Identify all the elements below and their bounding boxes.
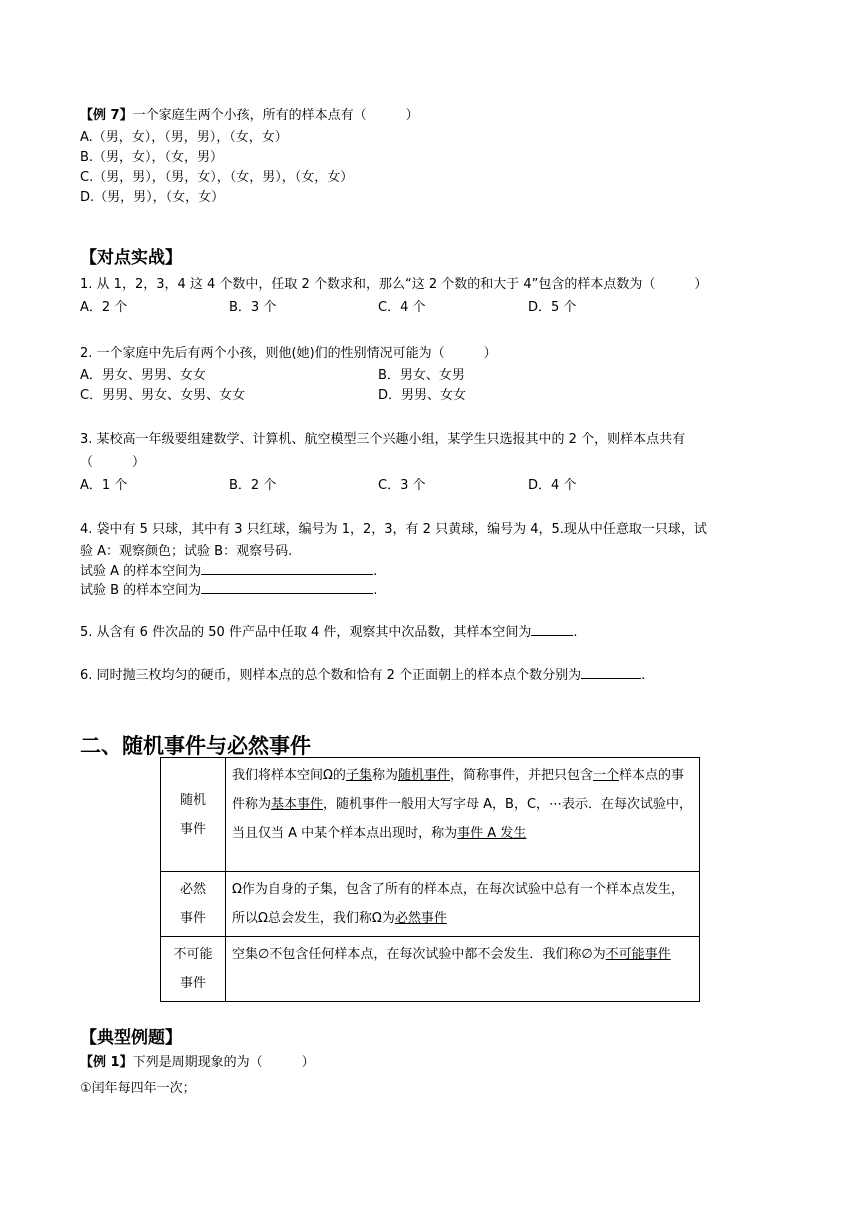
table-row-certain-event xyxy=(161,872,700,937)
q3-stem: 3. 某校高一年级要组建数学、计算机、航空模型三个兴趣小组，某学生只选报其中的 2 个，则样本点共有 xyxy=(80,432,686,447)
typical-heading: 【典型例题】 xyxy=(80,1028,182,1048)
q5-stem: 5. 从含有 6 件次品的 50 件产品中任取 4 件，观察其中次品数，其样本空间为 xyxy=(80,625,532,640)
random-event-label-line1: 随机 xyxy=(179,792,206,808)
typical-example1-item1: ①闰年每四年一次； xyxy=(80,1081,196,1096)
example7-stem: 一个家庭生两个小孩，所有的样本点有（ ） xyxy=(132,108,419,123)
table-row-impossible-event xyxy=(161,937,700,1002)
definition-text: 空集∅不包含任何样本点，在每次试验中都不会发生．我们称∅为 xyxy=(232,947,606,962)
example7-option-b: B.（男，女），（女，男） xyxy=(80,150,224,165)
q2-option-b: B．男女、女男 xyxy=(378,368,465,383)
underlined-term: 基本事件 xyxy=(271,797,324,812)
random-event-label xyxy=(161,758,226,872)
certain-event-label-line2: 事件 xyxy=(179,911,206,926)
example7-line xyxy=(80,107,419,125)
typical-example1-tag: 【例 1】 xyxy=(80,1055,133,1070)
q2-option-d: D．男男、女女 xyxy=(378,388,467,403)
q3-option-d: D．4 个 xyxy=(528,478,577,493)
rich-text xyxy=(232,947,671,962)
q1-option-b: B．3 个 xyxy=(229,300,277,315)
impossible-event-label-line1: 不可能 xyxy=(173,947,213,962)
table-row-random-event xyxy=(161,758,700,872)
q2-option-a: A．男女、男男、女女 xyxy=(80,368,206,383)
definition-text: ，随机事件一般用大写字母 A，B，C，⋯表示．在每次试验中，当且仅当 A 中某个样本点出现时，称为 xyxy=(232,797,693,841)
q5-answer-blank[interactable] xyxy=(531,623,573,636)
impossible-event-label xyxy=(161,937,226,1002)
definition-text: ，简称事件，并把只包含 xyxy=(449,768,593,783)
q4-answer-blank-b[interactable] xyxy=(201,581,373,594)
q3-option-b: B．2 个 xyxy=(229,478,277,493)
underlined-term: 一个 xyxy=(593,768,620,783)
random-event-label-line2: 事件 xyxy=(179,821,206,837)
q4-line2: 验 A：观察颜色；试验 B：观察号码. xyxy=(80,544,293,559)
certain-event-definition xyxy=(226,872,700,937)
section2-title: 二、随机事件与必然事件 xyxy=(80,734,311,758)
q4-line4 xyxy=(80,581,377,600)
example7-option-a: A.（男，女），（男，男），（女，女） xyxy=(80,130,288,145)
example7-tag: 【例 7】 xyxy=(80,108,133,123)
q4-line3 xyxy=(80,562,377,581)
q4-line4-end: . xyxy=(373,583,378,598)
q4-line4-text: 试验 B 的样本空间为 xyxy=(80,583,202,598)
q1-option-c: C．4 个 xyxy=(378,300,426,315)
underlined-term: 必然事件 xyxy=(394,911,447,926)
q6-end: . xyxy=(641,668,646,683)
q4-line3-text: 试验 A 的样本空间为 xyxy=(80,564,202,579)
definition-text: 样本点的事件称为 xyxy=(232,768,685,812)
certain-event-label xyxy=(161,872,226,937)
typical-example1-line xyxy=(80,1054,315,1072)
underlined-term: 不可能事件 xyxy=(605,947,671,962)
q4-line3-end: . xyxy=(373,564,378,579)
event-definitions-table xyxy=(160,757,700,1002)
q3-option-a: A．1 个 xyxy=(80,478,128,493)
example7-option-d: D.（男，男），（女，女） xyxy=(80,190,225,205)
underlined-term: 子集 xyxy=(345,768,372,783)
definition-text: 称为 xyxy=(371,768,398,783)
q2-option-c: C．男男、男女、女男、女女 xyxy=(80,388,246,403)
q5-line xyxy=(80,623,578,642)
q1-option-d: D．5 个 xyxy=(528,300,577,315)
certain-event-label-line1: 必然 xyxy=(179,882,206,897)
q3-stem-paren: （ ） xyxy=(80,455,146,470)
q3-option-c: C．3 个 xyxy=(378,478,426,493)
q4-answer-blank-a[interactable] xyxy=(201,562,373,575)
q5-end: . xyxy=(573,625,578,640)
q1-stem: 1. 从 1，2，3，4 这 4 个数中，任取 2 个数求和，那么“这 2 个数的和大于 4”包含的样本点数为（ ） xyxy=(80,277,708,292)
definition-text: Ω作为自身的子集，包含了所有的样本点，在每次试验中总有一个样本点发生，所以Ω总会发生，我们称Ω为 xyxy=(232,882,684,926)
impossible-event-definition xyxy=(226,937,700,1002)
practice-heading: 【对点实战】 xyxy=(80,248,182,268)
random-event-definition xyxy=(226,758,700,872)
q6-stem: 6. 同时抛三枚均匀的硬币，则样本点的总个数和恰有 2 个正面朝上的样本点个数分别为 xyxy=(80,668,582,683)
rich-text xyxy=(232,768,692,841)
typical-example1-stem: 下列是周期现象的为（ ） xyxy=(132,1055,315,1070)
underlined-term: 随机事件 xyxy=(397,768,450,783)
underlined-term: 事件 A 发生 xyxy=(457,826,527,841)
rich-text xyxy=(232,882,684,926)
q6-answer-blank[interactable] xyxy=(581,666,641,679)
q1-option-a: A．2 个 xyxy=(80,300,128,315)
q4-line1: 4. 袋中有 5 只球，其中有 3 只红球，编号为 1，2，3，有 2 只黄球，编号为 4，5.现从中任意取一只球，试 xyxy=(80,522,707,537)
definition-text: 我们将样本空间Ω的 xyxy=(232,768,346,783)
impossible-event-label-line2: 事件 xyxy=(179,976,206,991)
q6-line xyxy=(80,666,645,685)
example7-option-c: C.（男，男），（男，女），（女，男），（女，女） xyxy=(80,170,354,185)
q2-stem: 2. 一个家庭中先后有两个小孩，则他(她)们的性别情况可能为（ ） xyxy=(80,346,497,361)
